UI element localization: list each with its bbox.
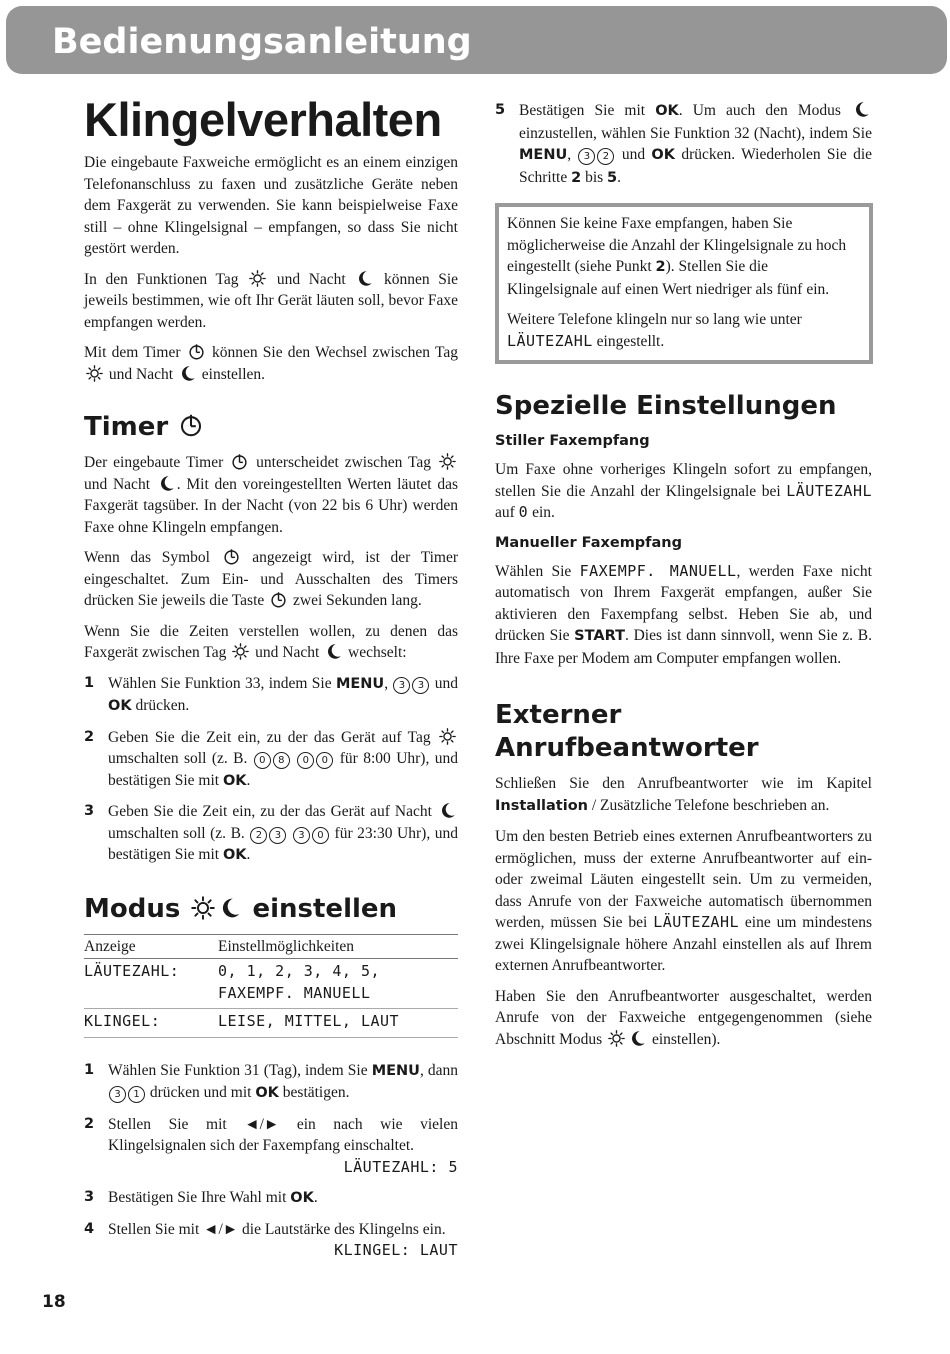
modus-heading	[84, 893, 458, 926]
header-title: Bedienungsanleitung	[52, 22, 472, 62]
sun-icon	[249, 270, 266, 287]
table-row	[84, 959, 458, 1009]
step-number: 5	[495, 102, 506, 118]
sun-icon	[439, 728, 456, 745]
text: auf	[495, 504, 515, 521]
text: ,	[384, 674, 389, 692]
text: bis	[585, 168, 604, 186]
text: unterscheidet zwischen Tag	[256, 454, 432, 471]
page-title: Klingelverhalten	[84, 93, 442, 146]
moon-icon	[179, 365, 196, 382]
text: und Nacht	[108, 365, 174, 383]
text: .	[246, 771, 251, 789]
sun-icon	[191, 896, 215, 920]
moon-icon	[219, 896, 241, 920]
text: bestätigen.	[282, 1084, 350, 1101]
digit-key-icon: 3	[109, 1086, 126, 1103]
text: Mit dem Timer	[84, 344, 181, 361]
header-bar	[6, 6, 947, 74]
text: eine um mindestens zwei Klingelsignale höhere Anzahl einstellen als auf Ihrem externen Anrufbeantworter.	[495, 914, 873, 974]
list-item	[84, 727, 458, 793]
timer-paragraph-2	[84, 547, 458, 612]
manual-fax-paragraph	[495, 561, 872, 670]
text: angezeigt wird, ist der Timer eingeschaltet. Zum Ein- und Ausschalten des Timers drücken Sie jeweils die Taste	[84, 549, 459, 609]
table-cell: KLINGEL:	[84, 1009, 218, 1038]
external-answering-machine-heading	[495, 699, 872, 765]
timer-paragraph-3	[84, 621, 458, 664]
text: In den Funktionen Tag	[84, 270, 239, 288]
digit-key-icon: 3	[269, 827, 286, 844]
step-ref: 5	[607, 169, 618, 186]
ok-key-label: OK	[222, 847, 247, 863]
heading-text: Modus	[84, 893, 181, 924]
ok-key-label: OK	[108, 698, 132, 714]
display-readout: LÄUTEZAHL	[507, 331, 593, 350]
table-cell: 0, 1, 2, 3, 4, 5, FAXEMPF. MANUELL	[218, 959, 458, 1009]
text: und	[434, 674, 459, 692]
manual-fax-heading: Manueller Faxempfang	[495, 534, 682, 551]
text: einstellen.	[201, 365, 266, 383]
text: Haben Sie den Anrufbeantworter ausgeschaltet, werden Anrufe von der Faxweiche entgegengenommen (siehe Abschnitt Modus	[495, 987, 872, 1048]
text: Wenn Sie die Zeiten verstellen wollen, zu denen das Faxgerät zwischen Tag	[84, 622, 458, 661]
digit-key-icon: 8	[273, 752, 290, 769]
menu-key-label: MENU	[371, 1062, 420, 1079]
text: . Mit den voreingestellten Werten läutet das Faxgerät tagsüber. In der Nacht (von 22 bis 6 Uhr) werden Faxe ohne Klingeln empfangen.	[84, 475, 458, 536]
text: ). Stellen Sie die Klingelsignale auf einen Wert niedriger als fünf ein.	[507, 258, 830, 298]
ok-key-label: OK	[255, 1085, 279, 1101]
text: Geben Sie die Zeit ein, zu der das Gerät auf Tag	[108, 728, 431, 746]
digit-key-icon: 0	[312, 827, 329, 844]
step-number: 3	[84, 803, 95, 819]
text: drücken. Wiederholen Sie die Schritte	[519, 146, 873, 186]
text: Wählen Sie	[495, 562, 572, 580]
text: Wählen Sie Funktion 33, indem Sie	[108, 674, 332, 692]
text: einzustellen, wählen Sie Funktion 32 (Nacht), indem Sie	[519, 124, 872, 142]
digit-key-icon: 2	[250, 827, 267, 844]
text: Bestätigen Sie Ihre Wahl mit	[108, 1189, 287, 1206]
digit-key-icon: 0	[316, 752, 333, 769]
note-paragraph	[507, 213, 861, 300]
list-item	[84, 673, 458, 718]
text: umschalten soll (z. B.	[108, 824, 245, 842]
right-column	[495, 100, 872, 1059]
text: einstellen).	[651, 1030, 721, 1048]
text: zwei Sekunden lang.	[293, 592, 422, 609]
ok-key-label: OK	[222, 772, 247, 789]
page-number: 18	[42, 1292, 66, 1312]
sun-icon	[608, 1030, 625, 1047]
table-header: Anzeige	[84, 934, 218, 959]
text: für 23:30 Uhr), und bestätigen Sie mit	[108, 824, 459, 863]
step-ref: 2	[571, 169, 582, 186]
text: und	[621, 146, 646, 163]
menu-key-label: MENU	[519, 147, 568, 163]
sun-icon	[439, 453, 456, 470]
list-item	[495, 100, 872, 189]
moon-icon	[853, 101, 870, 118]
text: Der eingebaute Timer	[84, 454, 224, 471]
timer-icon	[179, 413, 203, 437]
timer-icon	[188, 343, 205, 360]
moon-icon	[158, 475, 175, 492]
timer-paragraph-1	[84, 452, 458, 538]
display-readout: LÄUTEZAHL: 5	[343, 1157, 458, 1176]
digit-key-icon: 2	[597, 148, 614, 165]
step-ref: 2	[655, 259, 666, 275]
timer-icon	[223, 548, 240, 565]
start-key-label: START	[574, 628, 626, 644]
text: eingestellt.	[596, 332, 665, 350]
text: ,	[567, 146, 572, 163]
heading-text: Anrufbeantworter	[495, 733, 759, 763]
text: können Sie den Wechsel zwischen Tag	[211, 344, 458, 361]
step-number: 4	[84, 1220, 95, 1237]
timer-icon	[231, 453, 248, 470]
text: .	[617, 168, 621, 186]
modus-steps	[84, 1060, 458, 1262]
digit-key-icon: 1	[128, 1086, 145, 1103]
text: und Nacht	[255, 644, 320, 661]
sun-icon	[232, 643, 249, 660]
text: Weitere Telefone klingeln nur so lang wie unter	[507, 311, 802, 328]
display-readout: LÄUTEZAHL	[786, 481, 873, 500]
text: umschalten soll (z. B.	[108, 750, 248, 767]
timer-steps	[84, 673, 458, 867]
digit-key-icon: 3	[578, 148, 595, 165]
text: Bestätigen Sie mit	[519, 102, 646, 119]
modus-steps-continued	[495, 100, 872, 189]
moon-icon	[325, 643, 342, 660]
moon-icon	[439, 802, 456, 819]
intro-paragraph: Die eingebaute Faxweiche ermöglicht es an einem einzigen Telefonanschluss zu faxen und zusätzliche Geräte neben dem Faxgerät zu verwenden. Sie kann beispielweise Faxe still – ohne Klingelsignal – empfangen, so dass Sie nicht gestört werden.	[84, 154, 458, 257]
external-paragraph-1	[495, 773, 872, 817]
text: Um Faxe ohne vorheriges Klingeln sofort zu empfangen, stellen Sie die Anzahl der Klingelsignale bei	[495, 461, 872, 500]
table-cell: LÄUTEZAHL:	[84, 959, 218, 1009]
text: Geben Sie die Zeit ein, zu der das Gerät auf Nacht	[108, 803, 432, 820]
moon-icon	[356, 270, 373, 287]
table-row	[84, 1009, 458, 1038]
text: , werden Faxe nicht automatisch von Ihrem Faxgerät empfangen, außer Sie aktivieren den Faxempfang selbst. Heben Sie ab, und drücken Sie	[495, 562, 872, 644]
step-number: 2	[84, 1115, 95, 1132]
timer-heading	[84, 411, 458, 444]
text: und Nacht	[276, 270, 346, 288]
ok-key-label: OK	[290, 1190, 314, 1206]
table-header: Einstellmöglichkeiten	[218, 934, 458, 959]
left-column	[84, 92, 458, 1272]
digit-key-icon: 0	[297, 752, 314, 769]
text: ein.	[532, 504, 555, 521]
text: Stellen Sie mit ◄/► ein nach wie vielen Klingelsignalen sich der Faxempfang einschaltet.	[108, 1115, 458, 1154]
digit-key-icon: 3	[393, 677, 410, 694]
text: Können Sie keine Faxe empfangen, haben Sie möglicherweise die Anzahl der Klingelsignale zu hoch eingestellt (siehe Punkt	[507, 215, 847, 275]
external-paragraph-2	[495, 826, 872, 977]
text: Stellen Sie mit ◄/► die Lautstärke des Klingelns ein.	[108, 1220, 446, 1238]
text: . Um auch den Modus	[678, 102, 841, 119]
text: für 8:00 Uhr), und bestätigen Sie mit	[108, 750, 459, 789]
table-cell: LEISE, MITTEL, LAUT	[218, 1009, 458, 1038]
text: Wenn das Symbol	[84, 549, 210, 566]
intro-paragraph-3	[84, 342, 458, 385]
step-number: 3	[84, 1189, 95, 1205]
silent-fax-heading: Stiller Faxempfang	[495, 433, 650, 449]
ok-key-label: OK	[655, 103, 679, 119]
text: Wählen Sie Funktion 31 (Tag), indem Sie	[108, 1061, 368, 1079]
external-paragraph-3	[495, 986, 872, 1051]
list-item	[84, 1060, 458, 1105]
timer-icon	[270, 591, 287, 608]
text: können Sie jeweils bestimmen, wie oft Ihr Gerät läuten soll, bevor Faxe empfangen werden.	[84, 270, 459, 331]
intro-paragraph-2	[84, 269, 458, 334]
note-paragraph	[507, 309, 861, 352]
heading-text: Timer	[84, 412, 169, 442]
heading-text: einstellen	[252, 893, 398, 924]
step-number: 1	[84, 674, 95, 691]
list-item	[84, 1114, 458, 1179]
text: .	[246, 846, 251, 863]
special-settings-heading: Spezielle Einstellungen	[495, 391, 837, 421]
display-readout: FAXEMPF. MANUELL	[579, 561, 737, 580]
text: drücken und mit	[149, 1084, 252, 1101]
menu-key-label: MENU	[335, 675, 385, 692]
text: drücken.	[135, 697, 190, 714]
note-box	[495, 203, 873, 364]
digit-key-icon: 3	[293, 827, 310, 844]
list-item	[84, 1187, 458, 1210]
sun-icon	[86, 365, 103, 382]
display-readout: KLINGEL: LAUT	[334, 1241, 458, 1259]
display-readout: LÄUTEZAHL	[653, 913, 740, 931]
display-readout: 0	[518, 503, 529, 521]
text: wechselt:	[348, 644, 407, 661]
heading-text: Externer	[495, 700, 622, 730]
chapter-ref: Installation	[495, 797, 588, 814]
text: Schließen Sie den Anrufbeantworter wie im Kapitel	[495, 775, 872, 792]
digit-key-icon: 0	[254, 752, 271, 769]
digit-key-icon: 3	[412, 677, 429, 694]
text: .	[313, 1189, 318, 1206]
list-item	[84, 1219, 458, 1262]
list-item	[84, 801, 458, 867]
step-number: 1	[84, 1061, 95, 1078]
text: . Dies ist dann sinnvoll, wenn Sie z. B. Ihre Faxe per Modem am Computer empfangen wollen.	[495, 627, 872, 667]
text: Um den besten Betrieb eines externen Anrufbeantworters zu ermöglichen, muss der externe Anrufbeantworter auf ein- oder zweimal Läuten eingestellt sein. Um zu vermeiden, dass Anrufe von der Faxweiche automatisch übernommen werden, müssen Sie bei	[495, 828, 872, 931]
settings-table	[84, 934, 458, 1038]
step-number: 2	[84, 728, 95, 745]
moon-icon	[629, 1030, 646, 1047]
text: / Zusätzliche Telefone beschrieben an.	[591, 796, 830, 814]
silent-fax-paragraph	[495, 459, 872, 524]
ok-key-label: OK	[651, 147, 675, 163]
text: und Nacht	[84, 475, 150, 493]
text: , dann	[419, 1061, 459, 1079]
